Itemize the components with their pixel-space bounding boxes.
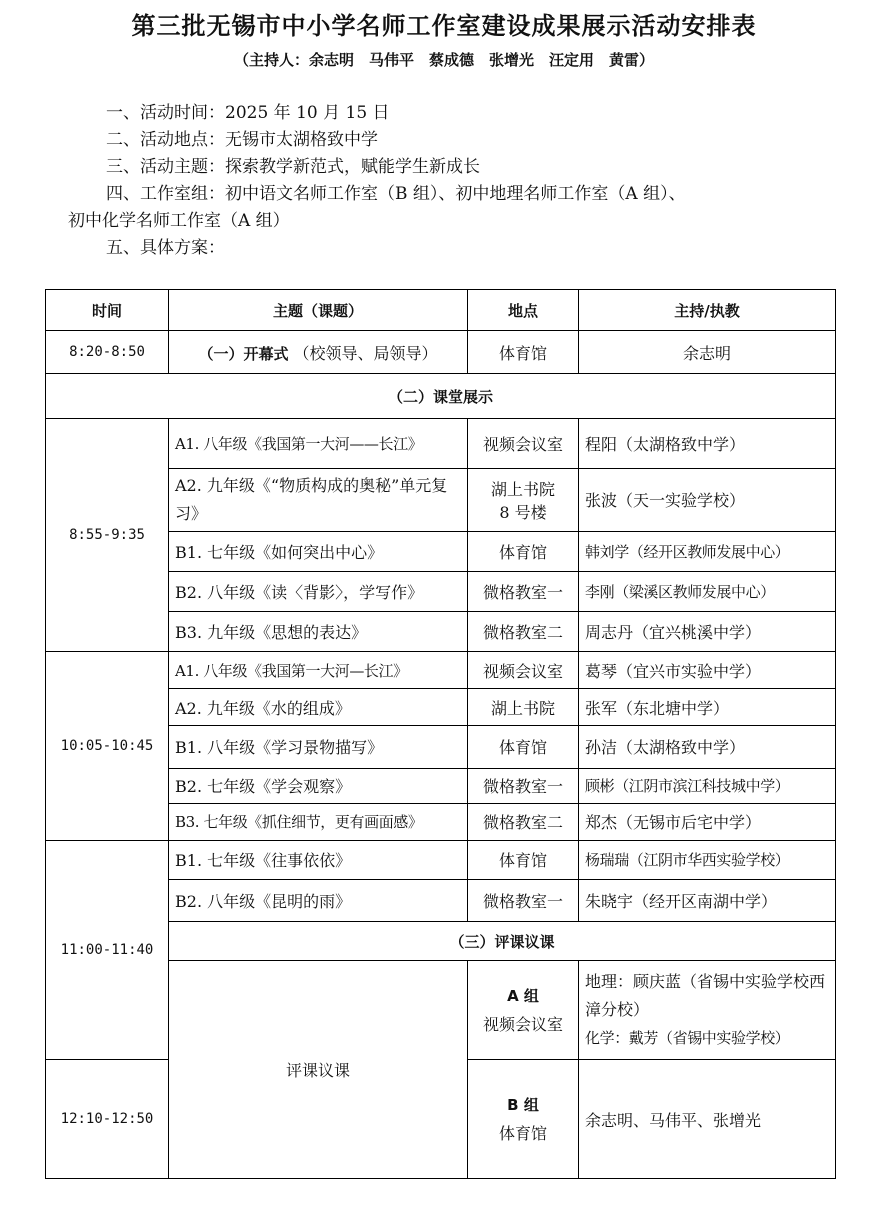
topic-cell: A1. 八年级《我国第一大河——长江》 <box>169 419 468 468</box>
time-cell: 12:10-12:50 <box>46 1060 169 1179</box>
host-cell: 余志明、马伟平、张增光 <box>579 1060 836 1179</box>
topic-cell: A1. 八年级《我国第一大河—长江》 <box>169 652 468 689</box>
hosts-line: （主持人：余志明 马伟平 蔡成德 张增光 汪定用 黄雷） <box>233 51 654 69</box>
page-title: 第三批无锡市中小学名师工作室建设成果展示活动安排表 <box>131 12 757 40</box>
section-row <box>46 374 836 419</box>
host-line: 化学：戴芳（省锡中实验学校） <box>585 1029 790 1048</box>
schedule-table <box>45 289 836 1179</box>
place-cell: 体育馆 <box>468 840 579 879</box>
place-cell: 体育馆 <box>468 726 579 768</box>
section-title: （二）课堂展示 <box>46 374 836 419</box>
place-cell <box>468 1060 579 1179</box>
place-cell: 微格教室一 <box>468 768 579 803</box>
section-title: （三）评课议课 <box>169 922 836 961</box>
info-place: 二、活动地点：无锡市太湖格致中学 <box>106 130 378 150</box>
host-cell: 韩刘学（经开区教师发展中心） <box>579 531 836 571</box>
group-label: A 组 <box>507 987 539 1006</box>
time-cell: 10:05-10:45 <box>46 652 169 841</box>
topic-cell <box>169 331 468 374</box>
table-row <box>46 652 836 689</box>
header-host: 主持/执教 <box>579 290 836 331</box>
topic-cell: B3. 七年级《抓住细节，更有画面感》 <box>169 803 468 840</box>
host-line: 地理：顾庆蓝（省锡中实验学校西漳分校） <box>585 972 826 1020</box>
time-cell: 8:55-9:35 <box>46 419 169 652</box>
host-cell: 张波（天一实验学校） <box>579 468 836 531</box>
opening-row <box>46 331 836 374</box>
time-cell: 8:20-8:50 <box>46 331 169 374</box>
place-line: 8 号楼 <box>499 502 547 522</box>
review-topic: 评课议课 <box>169 961 468 1179</box>
info-time: 一、活动时间：2025 年 10 月 15 日 <box>106 103 390 123</box>
topic-cell: B1. 七年级《往事依依》 <box>169 840 468 879</box>
place-cell: 体育馆 <box>468 531 579 571</box>
place-cell: 体育馆 <box>468 331 579 374</box>
host-cell <box>579 961 836 1060</box>
topic-cell: B2. 八年级《读〈背影〉，学写作》 <box>169 571 468 611</box>
place-cell <box>468 961 579 1060</box>
header-topic: 主题（课题） <box>169 290 468 331</box>
place-cell: 视频会议室 <box>468 652 579 689</box>
group-place: 视频会议室 <box>482 1015 563 1035</box>
place-cell: 微格教室二 <box>468 803 579 840</box>
table-row <box>46 419 836 468</box>
place-line: 湖上书院 <box>490 479 555 499</box>
topic-cell: B2. 八年级《昆明的雨》 <box>169 879 468 921</box>
topic-cell: A2. 九年级《“物质构成的奥秘”单元复习》 <box>169 468 468 531</box>
host-cell: 李刚（梁溪区教师发展中心） <box>579 571 836 611</box>
opening-guests: （校领导、局领导） <box>293 343 438 363</box>
place-cell: 微格教室一 <box>468 571 579 611</box>
activity-info <box>68 100 828 262</box>
host-cell: 顾彬（江阴市滨江科技城中学） <box>579 768 836 803</box>
table-row <box>46 840 836 879</box>
host-cell: 周志丹（宜兴桃溪中学） <box>579 612 836 652</box>
host-cell: 杨瑞瑞（江阴市华西实验学校） <box>579 840 836 879</box>
topic-cell: B1. 七年级《如何突出中心》 <box>169 531 468 571</box>
header-place: 地点 <box>468 290 579 331</box>
host-cell: 余志明 <box>579 331 836 374</box>
group-label: B 组 <box>507 1096 539 1115</box>
place-cell: 视频会议室 <box>468 419 579 468</box>
table-header-row <box>46 290 836 331</box>
group-place: 体育馆 <box>498 1124 547 1144</box>
host-cell: 葛琴（宜兴市实验中学） <box>579 652 836 689</box>
host-cell: 程阳（太湖格致中学） <box>579 419 836 468</box>
topic-cell: B2. 七年级《学会观察》 <box>169 768 468 803</box>
opening-label: （一）开幕式 <box>198 344 289 363</box>
info-groups: 四、工作室组：初中语文名师工作室（B 组）、初中地理名师工作室（A 组）、 <box>106 184 686 204</box>
topic-cell: B3. 九年级《思想的表达》 <box>169 612 468 652</box>
host-cell: 郑杰（无锡市后宅中学） <box>579 803 836 840</box>
host-cell: 孙洁（太湖格致中学） <box>579 726 836 768</box>
time-cell: 11:00-11:40 <box>46 840 169 1060</box>
place-cell: 湖上书院 <box>468 689 579 726</box>
info-plan: 五、具体方案： <box>106 238 225 258</box>
topic-cell: B1. 八年级《学习景物描写》 <box>169 726 468 768</box>
place-cell <box>468 468 579 531</box>
place-cell: 微格教室一 <box>468 879 579 921</box>
info-theme: 三、活动主题：探索教学新范式，赋能学生新成长 <box>106 157 480 177</box>
host-cell: 张军（东北塘中学） <box>579 689 836 726</box>
topic-cell: A2. 九年级《水的组成》 <box>169 689 468 726</box>
info-groups-cont: 初中化学名师工作室（A 组） <box>68 211 290 231</box>
header-time: 时间 <box>46 290 169 331</box>
host-cell: 朱晓宇（经开区南湖中学） <box>579 879 836 921</box>
place-cell: 微格教室二 <box>468 612 579 652</box>
